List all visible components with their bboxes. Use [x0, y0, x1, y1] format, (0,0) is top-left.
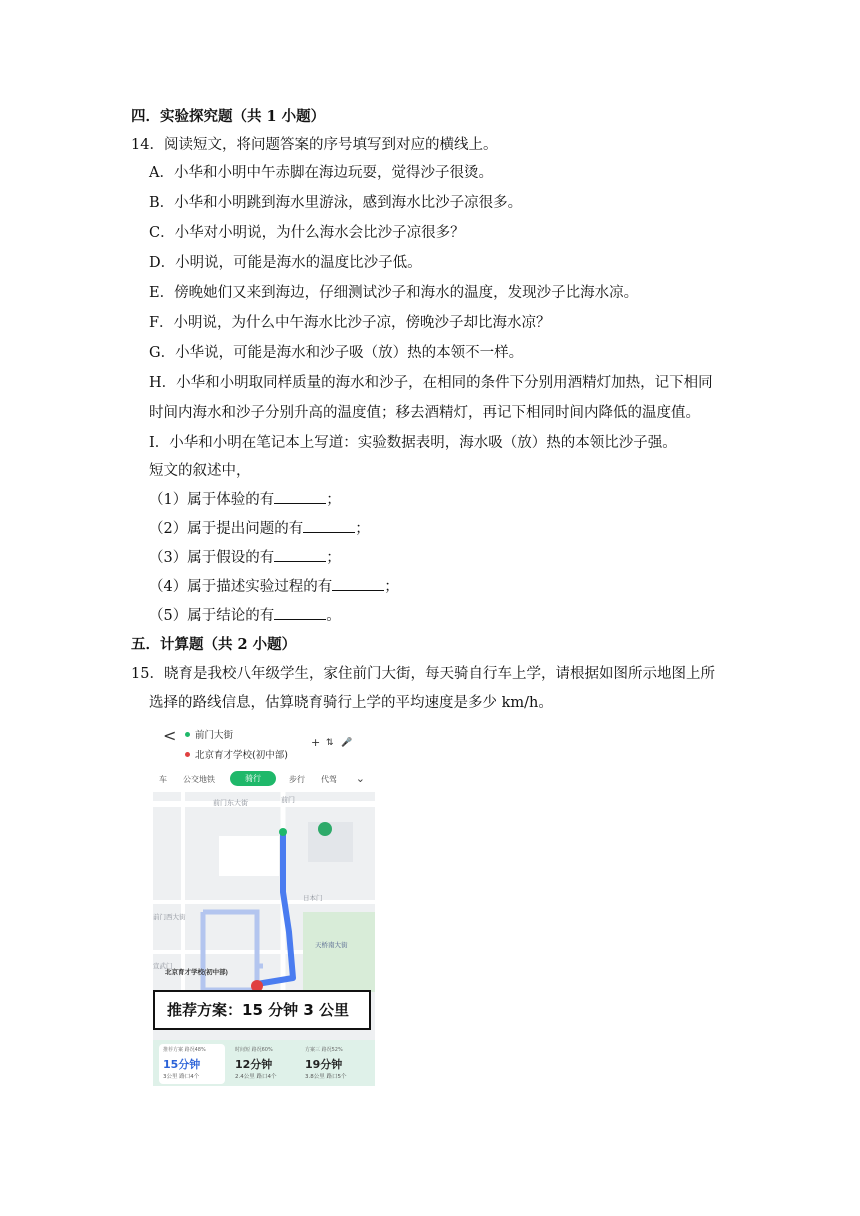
street-label-top: 前门东大街	[213, 800, 248, 807]
question-14-stem: 14．阅读短文，将问题答案的序号填写到对应的横线上。	[131, 137, 498, 153]
origin-dot-icon	[185, 732, 190, 737]
back-icon[interactable]: <	[163, 726, 177, 745]
sub-question-label: （3）属于假设的有	[149, 550, 275, 566]
recommendation-text: 推荐方案：15 分钟 3 公里	[167, 1001, 349, 1019]
sub-question-label: （4）属于描述实验过程的有	[149, 579, 333, 595]
question-15-line1: 15．晓育是我校八年级学生，家住前门大街，每天骑自行车上学，请根据如图所示地图上所	[131, 666, 715, 682]
answer-blank[interactable]	[274, 605, 326, 620]
map-figure	[153, 722, 375, 1086]
swap-icon[interactable]: ⇅	[326, 738, 334, 748]
item-d: D．小明说，可能是海水的温度比沙子低。	[149, 255, 422, 271]
street-label-left: 前门西大街	[153, 914, 186, 921]
item-a: A．小华和小明中午赤脚在海边玩耍，觉得沙子很烫。	[149, 165, 493, 181]
mode-tabs	[153, 770, 375, 790]
destination-label[interactable]: 北京育才学校(初中部)	[195, 750, 288, 761]
sub-question-label: （5）属于结论的有	[149, 608, 275, 624]
section-heading-4: 四．实验探究题（共 1 小题）	[131, 108, 326, 125]
sub-question-2	[149, 518, 370, 540]
station-label: 前门	[281, 797, 295, 804]
sub-question-5	[149, 605, 341, 627]
plan-meta: 推荐方案 路况48%	[163, 1047, 206, 1053]
plan-meta: 时间短 路况60%	[235, 1047, 273, 1053]
add-stop-icon[interactable]: +	[311, 736, 321, 749]
item-h-line2: 时间内海水和沙子分别升高的温度值；移去酒精灯，再记下相同时间内降低的温度值。	[149, 405, 700, 421]
answer-blank[interactable]	[303, 518, 355, 533]
park-area	[303, 912, 375, 992]
sub-question-end: ；	[326, 550, 341, 566]
sub-question-end: ；	[326, 492, 341, 508]
plan-time: 12分钟	[235, 1058, 273, 1071]
street-label-small: 日本门	[303, 895, 323, 902]
plan-meta: 方案三 路况52%	[305, 1047, 343, 1053]
sub-question-4	[149, 576, 399, 598]
school-label: 北京育才学校(初中部)	[165, 969, 228, 976]
answer-blank[interactable]	[332, 576, 384, 591]
microphone-icon[interactable]: 🎤	[341, 738, 353, 748]
destination-dot-icon	[185, 752, 190, 757]
item-c: C．小华对小明说，为什么海水会比沙子凉很多？	[149, 225, 465, 241]
plan-time: 19分钟	[305, 1058, 343, 1071]
tab-transit[interactable]: 公交地铁	[183, 775, 215, 784]
item-b: B．小华和小明跳到海水里游泳，感到海水比沙子凉很多。	[149, 195, 523, 211]
item-i: I．小华和小明在笔记本上写道：实验数据表明，海水吸（放）热的本领比沙子强。	[149, 435, 677, 451]
tab-chauffeur[interactable]: 代驾	[321, 775, 337, 784]
chevron-down-icon[interactable]: ⌄	[355, 772, 365, 785]
avenue-label: 天桥南大街	[315, 942, 348, 949]
tab-walking[interactable]: 步行	[289, 775, 305, 784]
recommendation-callout	[153, 990, 371, 1030]
building-block	[219, 836, 279, 876]
tab-cycling[interactable]: 骑行	[230, 771, 276, 786]
question-15-line2: 选择的路线信息，估算晓育骑行上学的平均速度是多少 km/h。	[149, 695, 553, 711]
street-label-left2: 宣武门	[153, 963, 173, 970]
summary-intro: 短文的叙述中，	[149, 463, 251, 479]
sub-question-end: ；	[384, 579, 399, 595]
answer-blank[interactable]	[274, 547, 326, 562]
plan-card-recommended[interactable]	[159, 1044, 225, 1084]
item-g: G．小华说，可能是海水和沙子吸（放）热的本领不一样。	[149, 345, 524, 361]
plan-distance: 3.8公里 路口5个	[305, 1074, 347, 1080]
tab-car[interactable]: 车	[159, 775, 167, 784]
section-heading-5: 五．计算题（共 2 小题）	[131, 636, 297, 653]
item-h-line1: H．小华和小明取同样质量的海水和沙子，在相同的条件下分别用酒精灯加热，记下相同	[149, 375, 713, 391]
route-header	[153, 722, 375, 792]
route-map[interactable]	[153, 792, 375, 992]
sub-question-1	[149, 489, 341, 511]
start-marker-icon	[279, 828, 287, 836]
sub-question-label: （1）属于体验的有	[149, 492, 275, 508]
sub-question-label: （2）属于提出问题的有	[149, 521, 304, 537]
plan-distance: 2.4公里 路口4个	[235, 1074, 277, 1080]
plan-distance: 3公里 路口4个	[163, 1074, 200, 1080]
plan-card-third[interactable]	[301, 1044, 367, 1084]
sub-question-3	[149, 547, 341, 569]
poi-pin-icon	[318, 822, 332, 836]
origin-label[interactable]: 前门大街	[195, 730, 234, 741]
plan-time: 15分钟	[163, 1058, 201, 1071]
sub-question-end: ；	[355, 521, 370, 537]
item-e: E．傍晚她们又来到海边，仔细测试沙子和海水的温度，发现沙子比海水凉。	[149, 285, 639, 301]
route-plan-cards	[153, 1040, 375, 1086]
answer-blank[interactable]	[274, 489, 326, 504]
item-f: F．小明说，为什么中午海水比沙子凉，傍晚沙子却比海水凉？	[149, 315, 551, 331]
sub-question-end: 。	[326, 608, 341, 624]
plan-card-fastest[interactable]	[231, 1044, 297, 1084]
